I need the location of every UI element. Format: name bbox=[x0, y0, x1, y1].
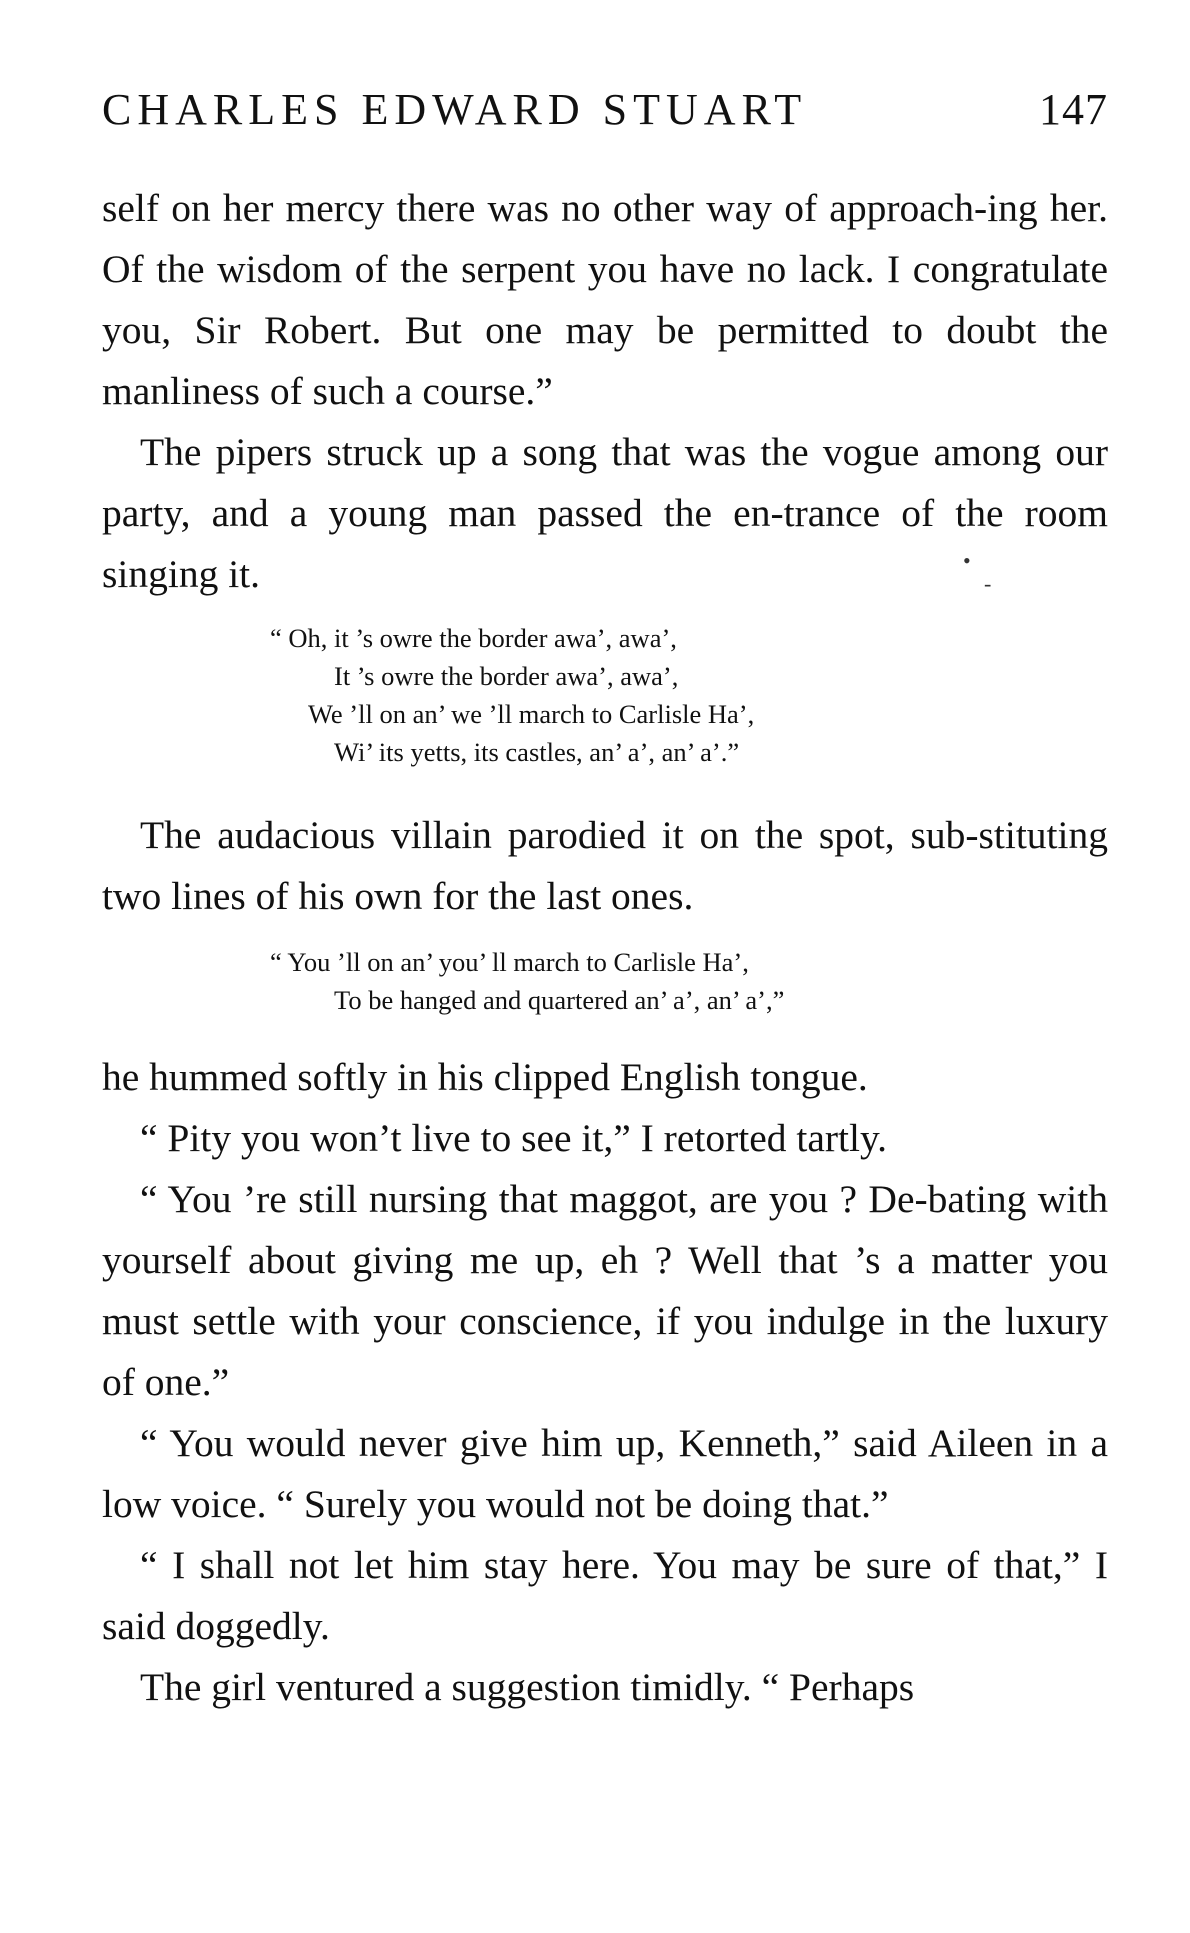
verse-block-1 bbox=[102, 619, 1108, 771]
verse-line: “ Oh, it ’s owre the border awa’, awa’, bbox=[270, 623, 677, 653]
paragraph-1: self on her mercy there was no other way of approach-ing her. Of the wisdom of the serpent you have no lack. I congratulate you, Sir Robert. But one may be permitted to doubt the manliness of such a course.” bbox=[102, 186, 1108, 413]
verse-line: It ’s owre the border awa’, awa’, bbox=[334, 661, 679, 691]
ink-speck: - bbox=[984, 571, 992, 596]
verse-line: Wi’ its yetts, its castles, an’ a’, an’ a’.” bbox=[334, 737, 740, 767]
paragraph-7: “ You would never give him up, Kenneth,” said Aileen in a low voice. “ Surely you would not be doing that.” bbox=[102, 1421, 1108, 1526]
running-head bbox=[102, 84, 1108, 160]
paragraph-8: “ I shall not let him stay here. You may be sure of that,” I said doggedly. bbox=[102, 1543, 1108, 1648]
paragraph-5: “ Pity you won’t live to see it,” I retorted tartly. bbox=[140, 1116, 888, 1160]
verse-line: To be hanged and quartered an’ a’, an’ a’,” bbox=[334, 985, 785, 1015]
body-text bbox=[102, 178, 1108, 1718]
paragraph-6: “ You ’re still nursing that maggot, are you ? De-bating with yourself about giving me up, eh ? Well that ’s a matter you must settle with your conscience, if you indulge in the luxury of one.” bbox=[102, 1177, 1108, 1404]
paragraph-4: he hummed softly in his clipped English tongue. bbox=[102, 1055, 868, 1099]
paragraph-2: The pipers struck up a song that was the vogue among our party, and a young man passed the en-trance of the room singing it. bbox=[102, 430, 1108, 596]
verse-block-2 bbox=[102, 943, 1108, 1019]
verse-line: We ’ll on an’ we ’ll march to Carlisle Ha’, bbox=[308, 699, 755, 729]
paragraph-3: The audacious villain parodied it on the spot, sub-stituting two lines of his own for the last ones. bbox=[102, 813, 1108, 918]
paragraph-9: The girl ventured a suggestion timidly. “ Perhaps bbox=[140, 1665, 915, 1709]
book-page bbox=[102, 84, 1108, 1718]
running-title: CHARLES EDWARD STUART bbox=[102, 85, 808, 134]
page-number: 147 bbox=[1039, 85, 1108, 134]
verse-line: “ You ’ll on an’ you’ ll march to Carlisle Ha’, bbox=[270, 947, 749, 977]
ink-speck: • bbox=[963, 548, 971, 573]
